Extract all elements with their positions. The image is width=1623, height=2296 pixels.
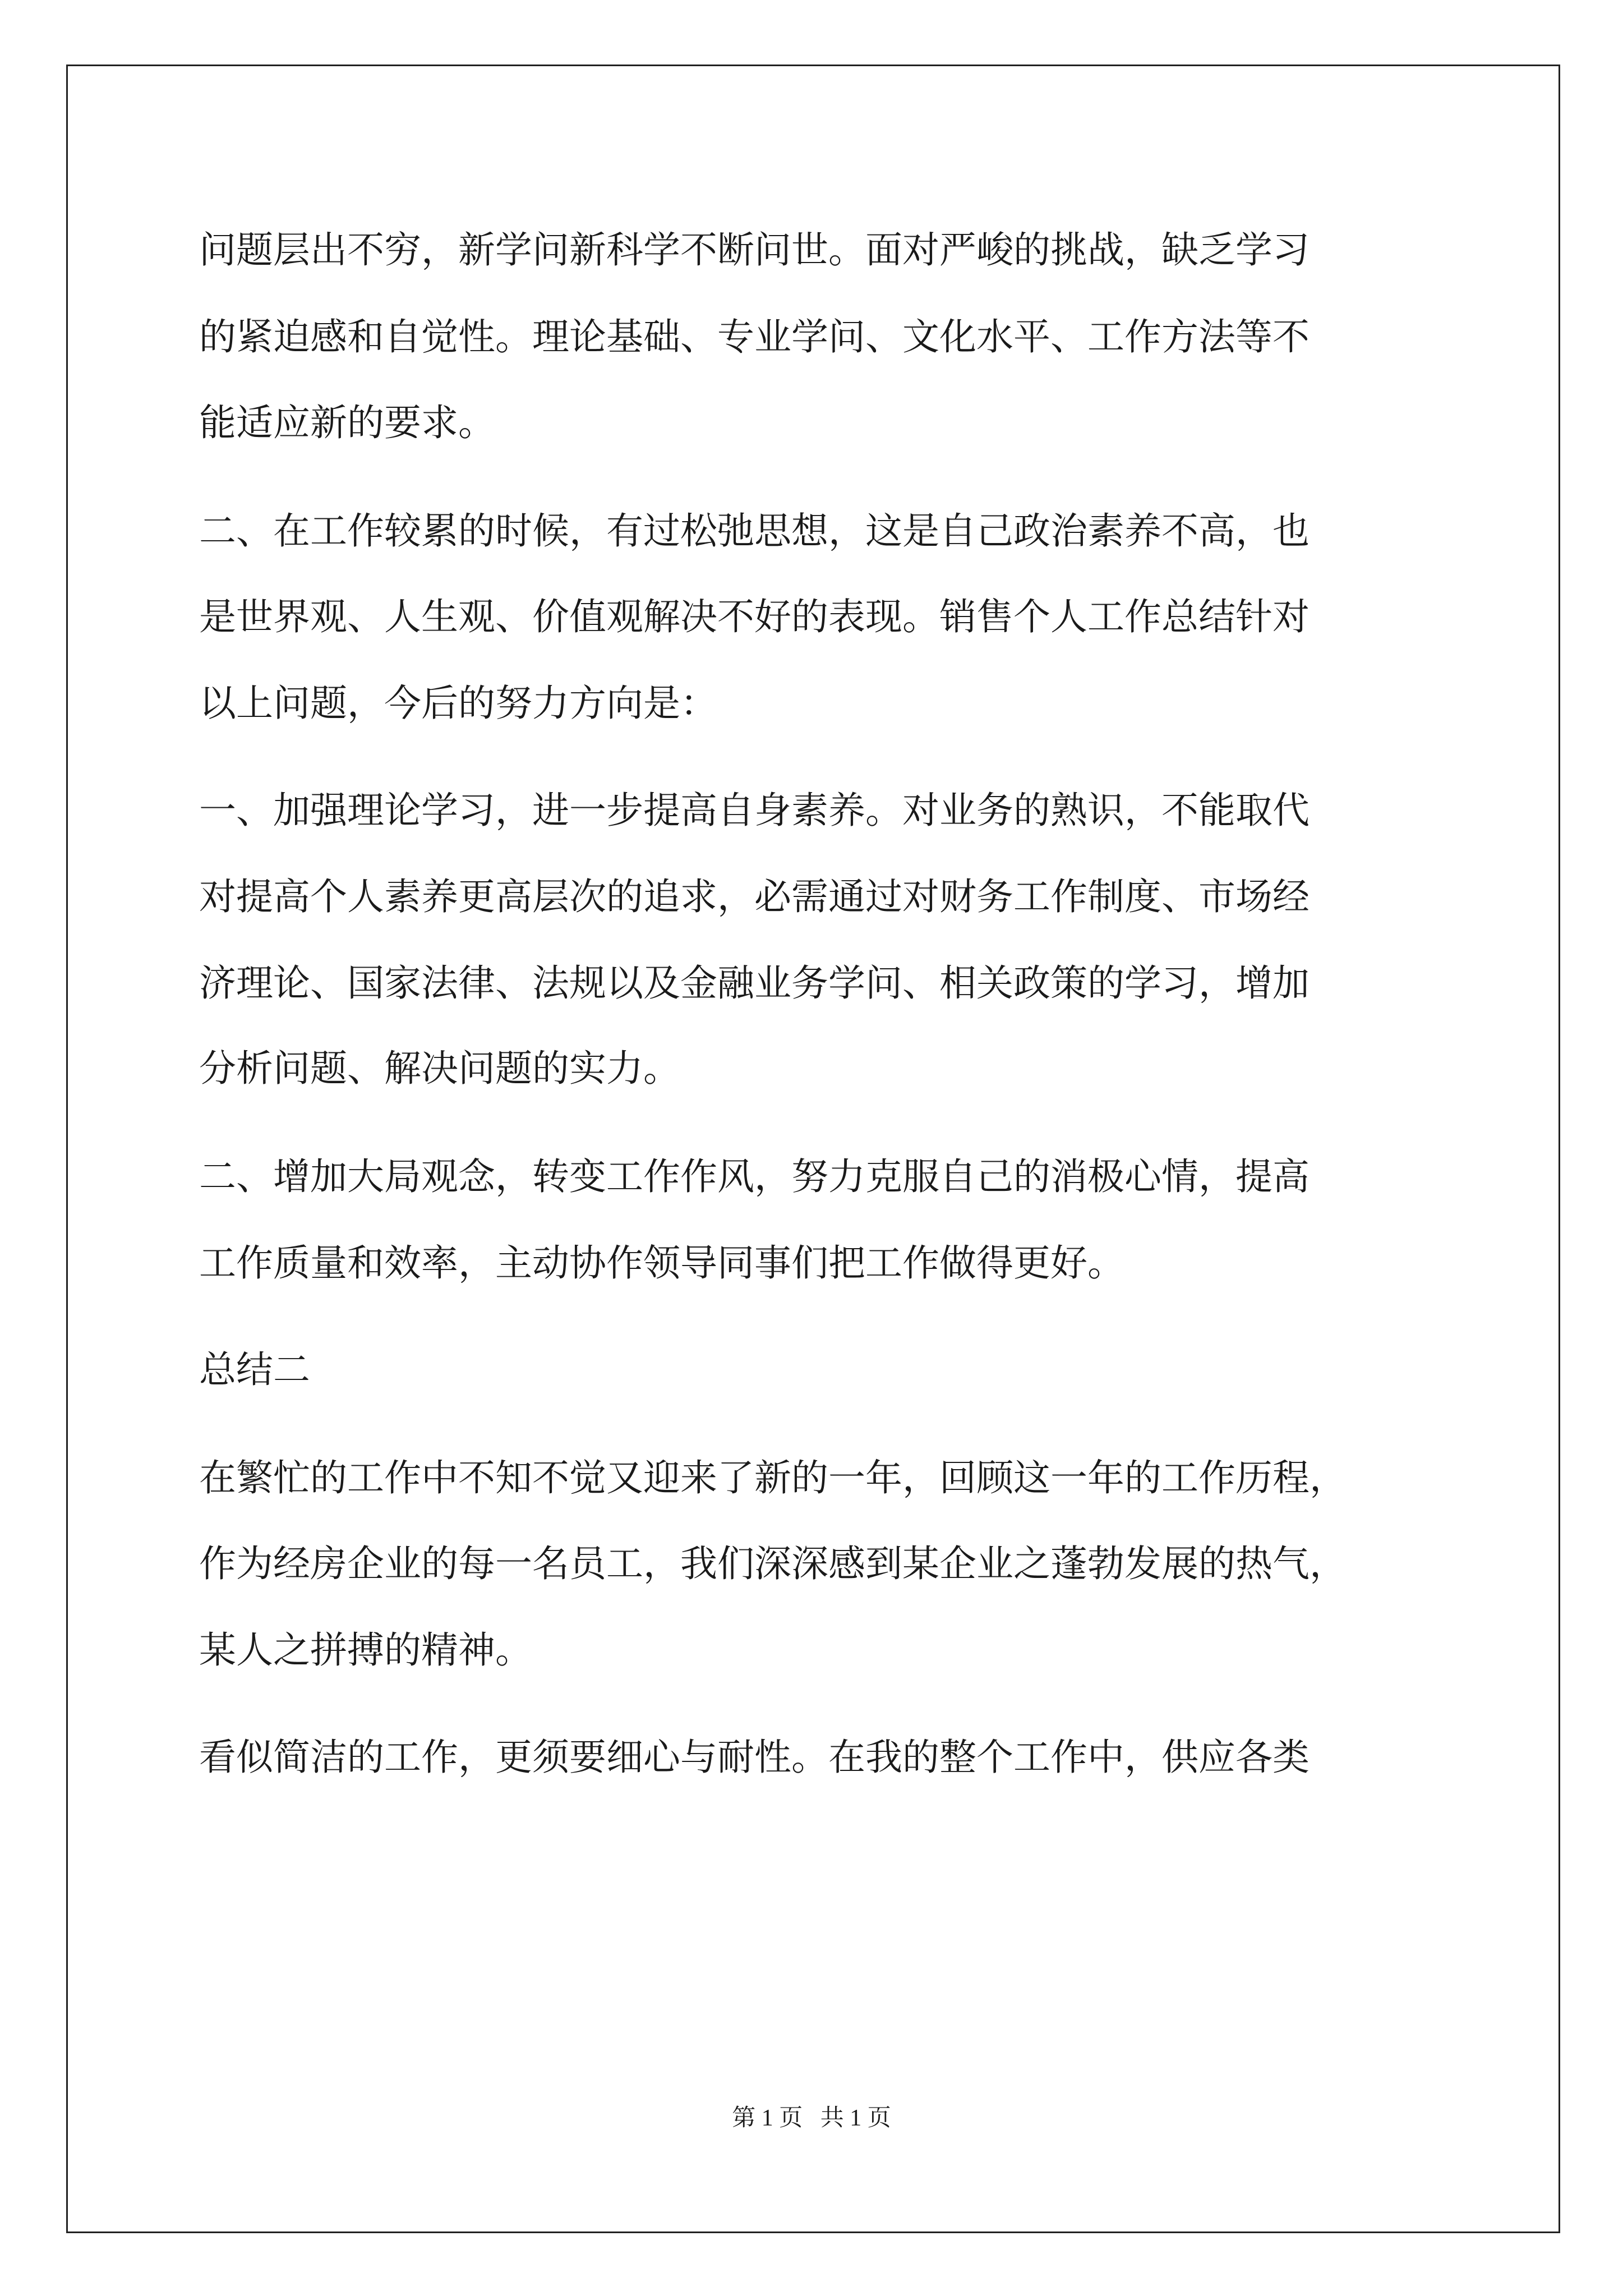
text-line: 工作质量和效率，主动协作领导同事们把工作做得更好。 (199, 1241, 1124, 1285)
text-line: 二、在工作较累的时候，有过松弛思想，这是自己政治素养不高，也 (199, 509, 1310, 553)
text-line: 以上问题，今后的努力方向是： (199, 682, 717, 725)
text-line: 的紧迫感和自觉性。理论基础、专业学问、文化水平、工作方法等不 (199, 315, 1310, 358)
text-line: 济理论、国家法律、法规以及金融业务学问、相关政策的学习，增加 (199, 961, 1310, 1005)
text-line: 分析问题、解决问题的实力。 (199, 1047, 680, 1090)
page-border (66, 65, 1560, 2233)
page-footer: 第 1 页 共 1 页 (732, 2105, 891, 2131)
text-line: 是世界观、人生观、价值观解决不好的表现。销售个人工作总结针对 (199, 595, 1310, 638)
text-line: 问题层出不穷，新学问新科学不断问世。面对严峻的挑战，缺乏学习 (199, 228, 1310, 272)
text-line: 作为经房企业的每一名员工，我们深深感到某企业之蓬勃发展的热气， (199, 1542, 1347, 1585)
text-line: 看似简洁的工作，更须要细心与耐性。在我的整个工作中，供应各类 (199, 1736, 1310, 1779)
text-line: 一、加强理论学习，进一步提高自身素养。对业务的熟识，不能取代 (199, 789, 1310, 832)
text-line: 对提高个人素养更高层次的追求，必需通过对财务工作制度、市场经 (199, 875, 1310, 918)
section-heading: 总结二 (199, 1348, 310, 1391)
text-line: 某人之拼搏的精神。 (199, 1628, 532, 1672)
text-line: 二、增加大局观念，转变工作作风，努力克服自己的消极心情，提高 (199, 1155, 1310, 1198)
text-line: 能适应新的要求。 (199, 401, 495, 444)
text-line: 在繁忙的工作中不知不觉又迎来了新的一年，回顾这一年的工作历程， (199, 1456, 1347, 1499)
